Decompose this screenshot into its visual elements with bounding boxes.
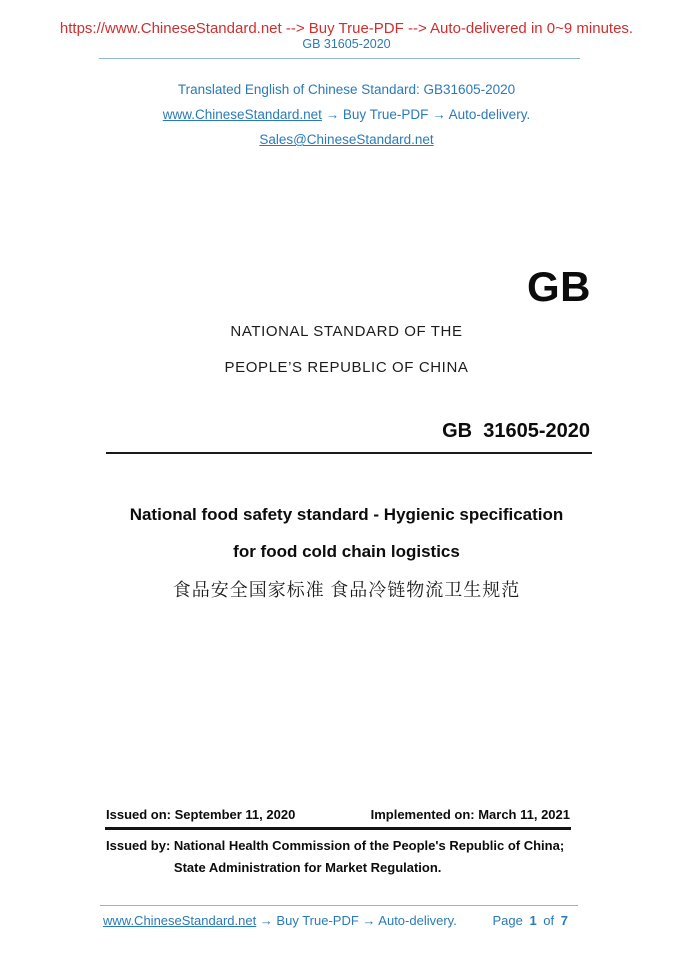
issued-by-value <box>174 835 564 879</box>
email-line <box>0 132 693 147</box>
header-doc-code: GB 31605-2020 <box>302 37 391 51</box>
sales-email-link[interactable]: Sales@ChineseStandard.net <box>259 132 434 147</box>
implemented-on-date: Implemented on: March 11, 2021 <box>370 807 570 822</box>
page-of-label: of <box>543 913 555 928</box>
issued-on-date: Issued on: September 11, 2020 <box>106 807 296 822</box>
document-title-line1: National food safety standard - Hygienic specification <box>129 505 564 524</box>
footer <box>103 913 568 928</box>
page-total: 7 <box>560 913 568 928</box>
footer-chinesestandard-link[interactable]: www.ChineseStandard.net <box>103 913 257 928</box>
footer-buy-line <box>103 913 457 928</box>
translated-standard-label: Translated English of Chinese Standard: GB31605-2020 <box>177 82 516 97</box>
org-title-line2: PEOPLE’S REPUBLIC OF CHINA <box>224 359 469 376</box>
footer-divider <box>100 905 578 906</box>
chinesestandard-website-link[interactable]: www.ChineseStandard.net <box>162 107 322 122</box>
document-title-line2: for food cold chain logistics <box>233 542 460 561</box>
gb-logo: GB <box>527 263 591 310</box>
issued-by-block <box>106 835 594 879</box>
org-title-line1: NATIONAL STANDARD OF THE <box>230 323 463 340</box>
buy-line-rest: → Buy True-PDF → Auto-delivery. <box>321 107 531 122</box>
issue-divider <box>105 827 571 830</box>
issued-by-label: Issued by: <box>106 838 174 853</box>
issued-by-org-line2: State Administration for Market Regulation. <box>173 860 442 875</box>
page-indicator <box>489 913 568 928</box>
footer-buy-line-rest: → Buy True-PDF → Auto-delivery. <box>256 913 457 928</box>
document-title-chinese: 食品安全国家标准 食品冷链物流卫生规范 <box>172 580 521 600</box>
issue-dates-row <box>106 807 570 822</box>
header-divider <box>99 58 580 59</box>
header-buy-notice-link[interactable]: https://www.ChineseStandard.net --> Buy True-PDF --> Auto-delivered in 0~9 minutes. <box>59 20 634 37</box>
buy-line <box>0 107 693 122</box>
title-divider <box>106 452 592 454</box>
issued-by-org-line1: National Health Commission of the People's Republic of China; <box>173 838 565 853</box>
page-label: Page <box>492 913 523 928</box>
standard-code-heading: GB 31605-2020 <box>442 420 590 442</box>
page-current: 1 <box>529 913 537 928</box>
